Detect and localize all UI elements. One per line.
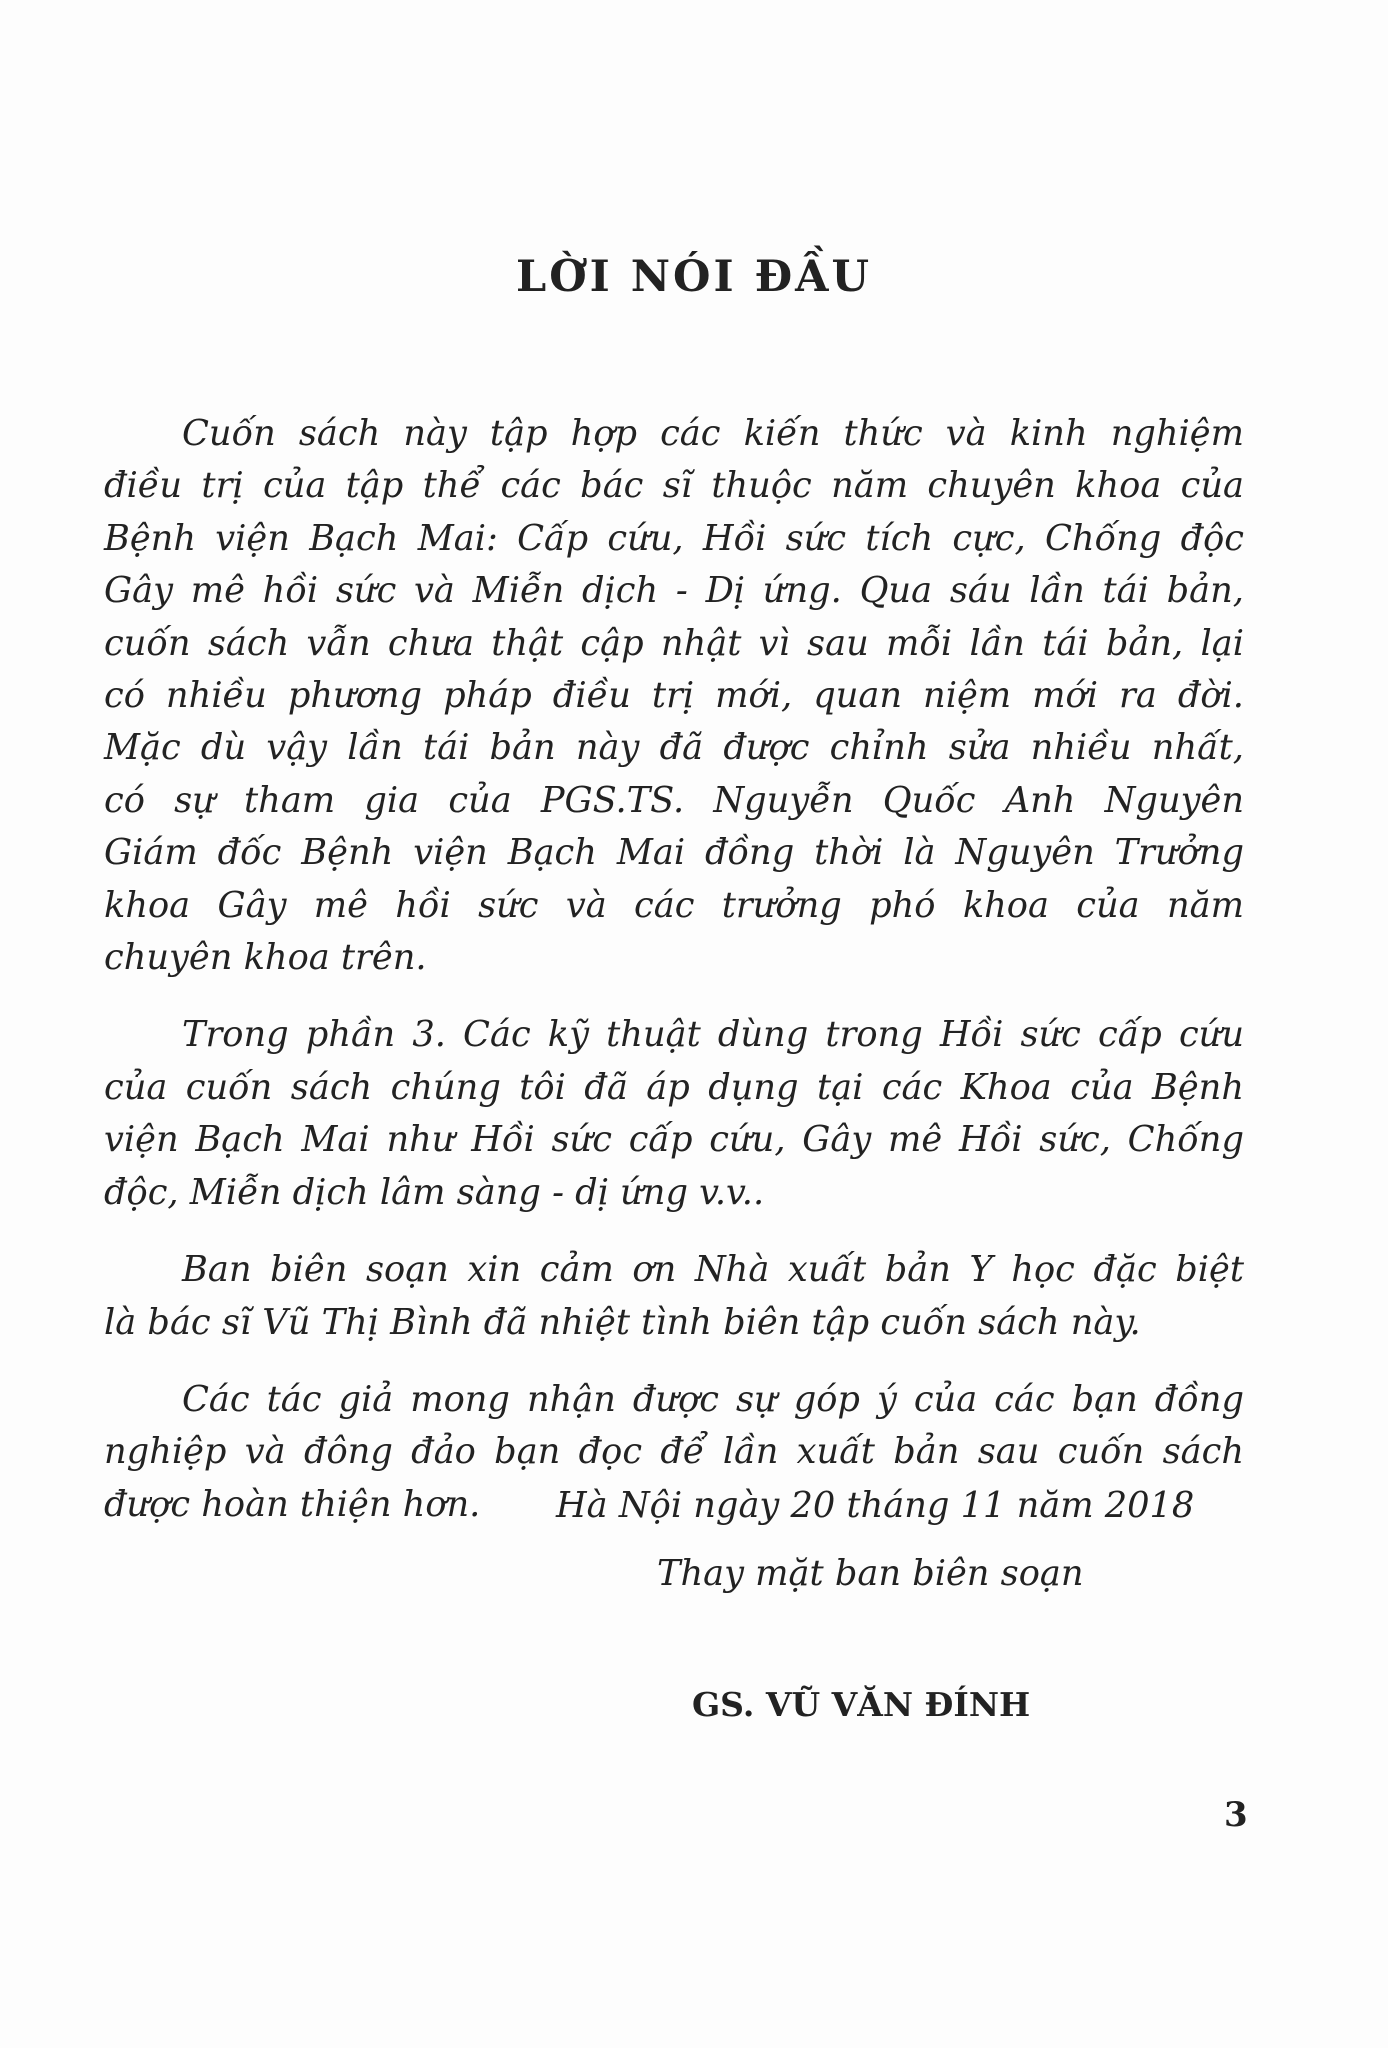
signature-name: GS. VŨ VĂN ĐÍNH [692,1685,1031,1724]
text-line: Ban biên soạn xin cảm ơn Nhà xuất bản Y học đặc biệt [182,1249,1244,1291]
text-line: của cuốn sách chúng tôi đã áp dụng tại các Khoa của Bệnh [104,1066,1244,1108]
text-line: nghiệp và đông đảo bạn đọc để lần xuất bản sau cuốn sách [104,1431,1244,1473]
text-line: Mặc dù vậy lần tái bản này đã được chỉnh sửa nhiều nhất, [104,727,1244,769]
text-line: Giám đốc Bệnh viện Bạch Mai đồng thời là Nguyên Trưởng [104,832,1244,874]
page-title: LỜI NÓI ĐẦU [515,252,873,302]
text-line: có sự tham gia của PGS.TS. Nguyễn Quốc Anh Nguyên [104,779,1244,821]
text-line: Trong phần 3. Các kỹ thuật dùng trong Hồi sức cấp cứu [182,1014,1244,1056]
text-line: là bác sĩ Vũ Thị Bình đã nhiệt tình biên tập cuốn sách này. [104,1301,1141,1343]
text-line: Các tác giả mong nhận được sự góp ý của các bạn đồng [182,1378,1244,1420]
text-line: Gây mê hồi sức và Miễn dịch - Dị ứng. Qua sáu lần tái bản, [104,570,1244,612]
text-line: Cuốn sách này tập hợp các kiến thức và kinh nghiệm [182,413,1244,454]
text-line: độc, Miễn dịch lâm sàng - dị ứng v.v.. [104,1171,765,1213]
paragraph-1 [104,408,1244,984]
signature-role: Thay mặt ban biên soạn [657,1553,1084,1594]
paragraph-3 [104,1244,1244,1349]
text-line: chuyên khoa trên. [104,937,427,979]
signature-date: Hà Nội ngày 20 tháng 11 năm 2018 [556,1485,1195,1526]
text-line: có nhiều phương pháp điều trị mới, quan niệm mới ra đời. [104,675,1244,717]
text-line: cuốn sách vẫn chưa thật cập nhật vì sau mỗi lần tái bản, lại [104,622,1244,664]
preface-body [104,408,1244,1556]
text-line: điều trị của tập thể các bác sĩ thuộc năm chuyên khoa của [104,465,1244,507]
text-line: khoa Gây mê hồi sức và các trưởng phó khoa của năm [104,884,1244,926]
paragraph-2 [104,1009,1244,1219]
text-line: viện Bạch Mai như Hồi sức cấp cứu, Gây mê Hồi sức, Chống [104,1119,1244,1161]
text-line: được hoàn thiện hơn. [104,1483,481,1525]
page-number: 3 [1224,1795,1248,1835]
text-line: Bệnh viện Bạch Mai: Cấp cứu, Hồi sức tích cực, Chống độc [104,517,1244,559]
